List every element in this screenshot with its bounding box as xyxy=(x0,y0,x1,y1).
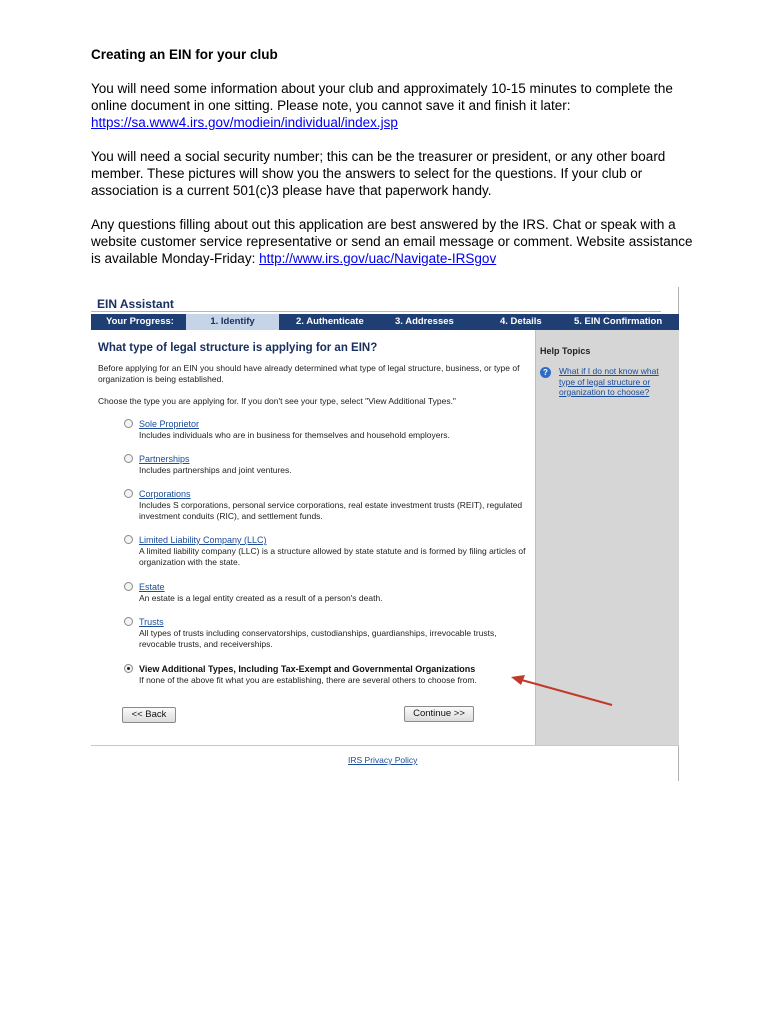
ein-assistant-screenshot xyxy=(91,287,681,781)
option-desc: Includes individuals who are in business for themselves and household employers. xyxy=(139,430,450,440)
progress-step-addresses: 3. Addresses xyxy=(395,316,454,327)
option-name[interactable]: Limited Liability Company (LLC) xyxy=(139,535,267,545)
option-name[interactable]: Corporations xyxy=(139,489,191,499)
document-title: Creating an EIN for your club xyxy=(91,47,278,62)
option-desc: All types of trusts including conservatorships, custodianships, guardianships, irrevocable trusts, revocable trusts, and receiverships. xyxy=(139,628,497,649)
back-button[interactable]: << Back xyxy=(122,707,176,723)
paragraph-ssn: You will need a social security number; this can be the treasurer or president, or any other board member. These pictures will show you the answers to select for the questions. If your club or association is a current 501(c)3 please have that paperwork handy. xyxy=(91,149,666,198)
continue-button[interactable]: Continue >> xyxy=(404,706,474,722)
option-desc: If none of the above fit what you are establishing, there are several others to choose from. xyxy=(139,675,477,685)
option-desc: A limited liability company (LLC) is a structure allowed by state statute and is formed by filing articles of organization with the state. xyxy=(139,546,526,567)
irs-navigate-link[interactable]: http://www.irs.gov/uac/Navigate-IRSgov xyxy=(259,251,497,266)
annotation-arrow-icon xyxy=(91,287,681,781)
progress-step-identify: 1. Identify xyxy=(186,314,279,330)
ein-assistant-title: EIN Assistant xyxy=(97,297,174,311)
help-legal-structure-link[interactable]: What if I do not know what type of legal structure or organization to choose? xyxy=(559,366,659,397)
choose-instructions: Choose the type you are applying for. If you don't see your type, select "View Additional Types." xyxy=(98,396,456,406)
option-name[interactable]: Trusts xyxy=(139,617,164,627)
option-name: View Additional Types, Including Tax-Exempt and Governmental Organizations xyxy=(139,664,476,674)
help-topics-title: Help Topics xyxy=(540,346,591,356)
option-name[interactable]: Estate xyxy=(139,582,165,592)
option-desc: Includes partnerships and joint ventures. xyxy=(139,465,292,475)
irs-privacy-policy-link[interactable]: IRS Privacy Policy xyxy=(348,755,418,765)
paragraph-questions-text: Any questions filling about out this application are best answered by the IRS. Chat or speak with a website customer service representative or send an email message or comment. Website assistance is available Monday-Friday: xyxy=(91,217,693,266)
option-name[interactable]: Sole Proprietor xyxy=(139,419,200,429)
progress-step-ein-confirmation: 5. EIN Confirmation xyxy=(574,316,663,327)
paragraph-questions xyxy=(91,216,701,267)
question-title: What type of legal structure is applying for an EIN? xyxy=(98,342,378,354)
progress-label: Your Progress: xyxy=(106,316,174,327)
option-desc: An estate is a legal entity created as a result of a person's death. xyxy=(139,593,383,603)
paragraph-intro-text: You will need some information about your club and approximately 10-15 minutes to complete the online document in one sitting. Please note, you cannot save it and finish it later: xyxy=(91,81,673,113)
option-name[interactable]: Partnerships xyxy=(139,454,190,464)
document-body xyxy=(91,46,701,284)
intro-text: Before applying for an EIN you should have already determined what type of legal structure, business, or type of organization is being established. xyxy=(98,363,520,384)
progress-step-details: 4. Details xyxy=(500,316,542,327)
help-question-icon: ? xyxy=(540,367,551,378)
progress-step-authenticate: 2. Authenticate xyxy=(296,316,364,327)
irs-ein-application-link[interactable]: https://sa.www4.irs.gov/modiein/individual/index.jsp xyxy=(91,115,398,130)
paragraph-intro xyxy=(91,80,701,131)
option-desc: Includes S corporations, personal service corporations, real estate investment trusts (REIT), regulated investment conduits (RIC), and settlement funds. xyxy=(139,500,523,521)
